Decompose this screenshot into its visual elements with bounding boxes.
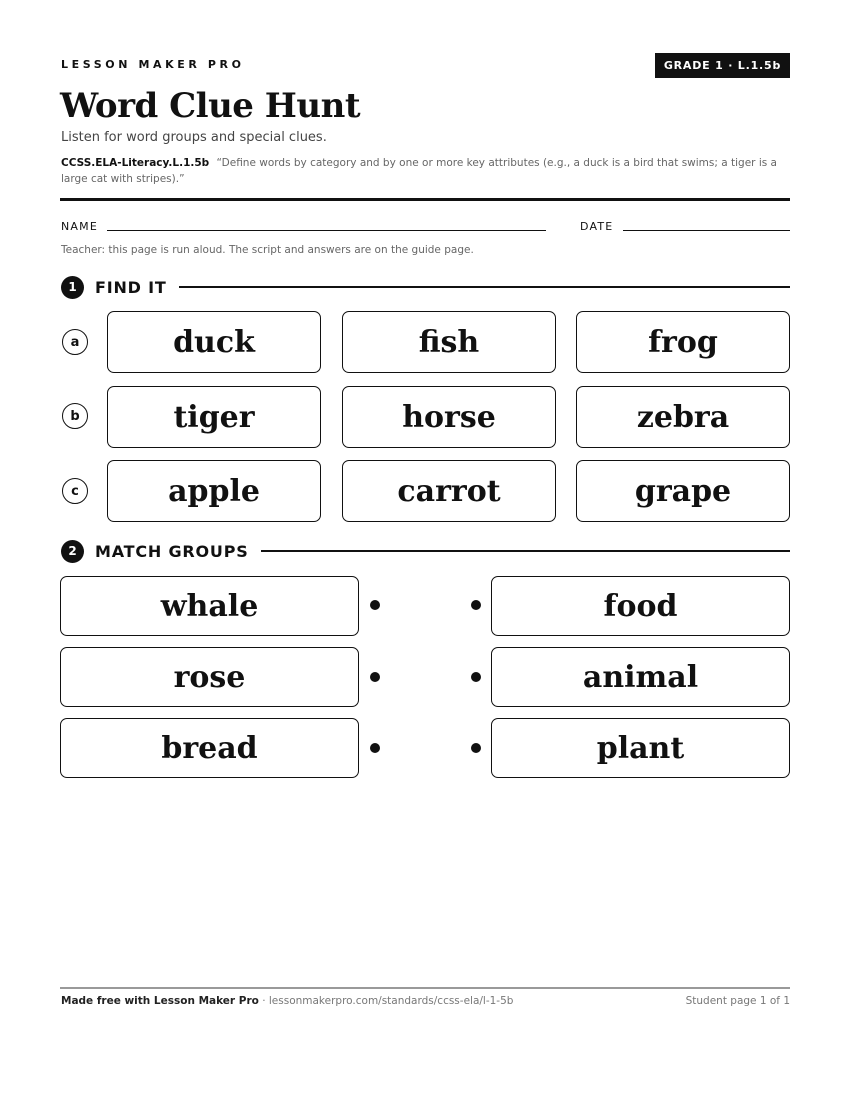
section-rule — [261, 550, 790, 552]
word-card[interactable]: carrot — [342, 460, 556, 522]
row-letter-a: a — [62, 329, 88, 355]
match-right-card[interactable]: animal — [491, 647, 790, 707]
footer-url[interactable]: lessonmakerpro.com/standards/ccss-ela/l-1-5b — [268, 995, 514, 1007]
teacher-note: Teacher: this page is run aloud. The script and answers are on the guide page. — [61, 244, 474, 256]
match-left-dot[interactable] — [370, 600, 380, 610]
standard-description — [61, 155, 786, 187]
word-card[interactable]: frog — [576, 311, 790, 373]
footer-page-number: Student page 1 of 1 — [685, 995, 790, 1007]
name-field-line[interactable] — [107, 230, 546, 231]
footer-divider — [60, 987, 790, 989]
header-divider — [60, 198, 790, 201]
row-letter-b: b — [62, 403, 88, 429]
word-card[interactable]: apple — [107, 460, 321, 522]
section-rule — [179, 286, 790, 288]
section-match-groups-header — [61, 539, 790, 563]
brand-name: LESSON MAKER PRO — [61, 58, 245, 71]
section-find-it-header — [61, 275, 790, 299]
grade-badge: GRADE 1 · L.1.5b — [655, 53, 790, 78]
section-title: FIND IT — [95, 277, 167, 297]
word-card[interactable]: horse — [342, 386, 556, 448]
match-left-card[interactable]: rose — [60, 647, 359, 707]
word-card[interactable]: zebra — [576, 386, 790, 448]
match-right-dot[interactable] — [471, 743, 481, 753]
match-right-dot[interactable] — [471, 600, 481, 610]
name-label: NAME — [61, 220, 98, 233]
worksheet-title: Word Clue Hunt — [60, 86, 361, 126]
match-right-card[interactable]: plant — [491, 718, 790, 778]
section-number-badge: 1 — [61, 276, 84, 299]
match-left-dot[interactable] — [370, 672, 380, 682]
date-label: DATE — [580, 220, 614, 233]
match-left-card[interactable]: bread — [60, 718, 359, 778]
word-card[interactable]: grape — [576, 460, 790, 522]
section-number-badge: 2 — [61, 540, 84, 563]
section-title: MATCH GROUPS — [95, 541, 249, 561]
worksheet-subtitle: Listen for word groups and special clues. — [61, 130, 327, 145]
footer-separator: · — [258, 995, 269, 1007]
word-card[interactable]: duck — [107, 311, 321, 373]
match-left-card[interactable]: whale — [60, 576, 359, 636]
word-card[interactable]: fish — [342, 311, 556, 373]
row-letter-c: c — [62, 478, 88, 504]
standard-text: “Define words by category and by one or more key attributes (e.g., a duck is a bird that swims; a tiger is a large cat with stripes).” — [61, 157, 777, 185]
word-card[interactable]: tiger — [107, 386, 321, 448]
date-field-line[interactable] — [623, 230, 790, 231]
standard-code: CCSS.ELA-Literacy.L.1.5b — [61, 157, 210, 169]
footer-made-with: Made free with Lesson Maker Pro — [61, 995, 259, 1007]
footer-credit — [61, 995, 513, 1007]
match-right-dot[interactable] — [471, 672, 481, 682]
match-right-card[interactable]: food — [491, 576, 790, 636]
match-left-dot[interactable] — [370, 743, 380, 753]
